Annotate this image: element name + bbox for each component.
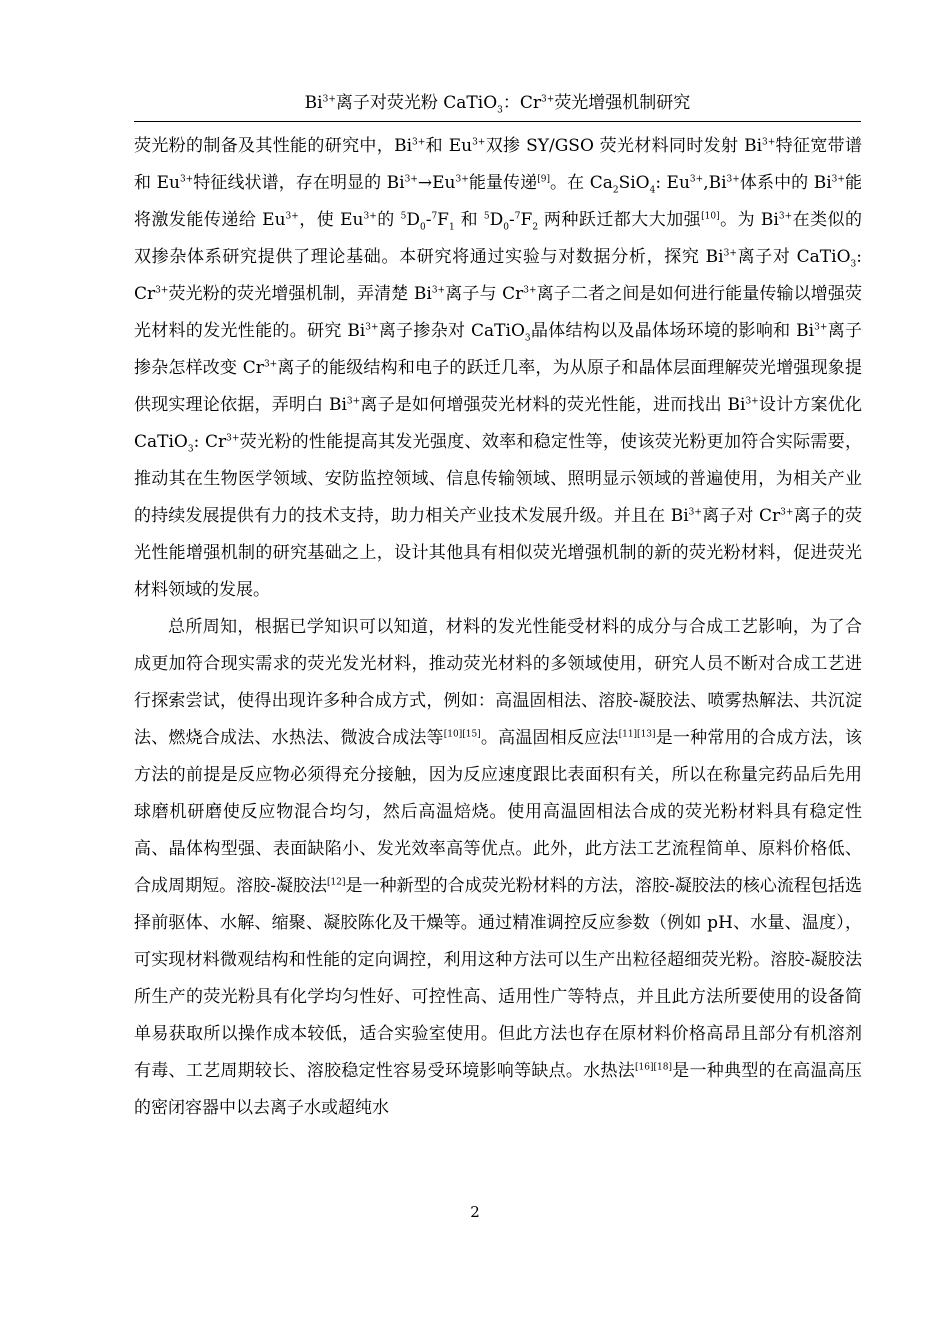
text-run: - bbox=[425, 210, 432, 230]
text-run: : Cr bbox=[193, 432, 227, 452]
text-run: 能将激发能传递给 Eu bbox=[134, 173, 863, 230]
text-run: 特征线状谱，存在明显的 Bi bbox=[193, 173, 405, 193]
subscript: 3 bbox=[524, 333, 531, 344]
subscript: 0 bbox=[419, 222, 426, 233]
superscript: 3+ bbox=[780, 507, 794, 518]
header-text: Bi bbox=[304, 93, 323, 113]
superscript: 3+ bbox=[226, 433, 240, 444]
text-run: 是一种常用的合成方法，该方法的前提是反应物必须得充分接触，因为反应速度跟比表面积有关，所以在称量完药品后先用球磨机研磨使反应物混合均匀，然后高温焙烧。使用高温固相法合成的荧光粉材料具有稳定性高、晶体构型强、表面缺陷小、发光效率高等优点。此外，此方法工艺流程简单、原料价格低、合成周期短。溶胶-凝胶法 bbox=[134, 728, 863, 896]
superscript: 3+ bbox=[831, 174, 845, 185]
text-run: 体系中的 Bi bbox=[739, 173, 832, 193]
text-run: 两种跃迁都大大加强 bbox=[538, 210, 702, 230]
text-run: 离子对 Cr bbox=[701, 506, 781, 526]
superscript: 3+ bbox=[363, 211, 377, 222]
superscript: 3+ bbox=[723, 248, 737, 259]
header-subscript: 3 bbox=[497, 105, 503, 116]
text-run: 的 bbox=[376, 210, 401, 230]
superscript: 3+ bbox=[472, 137, 486, 148]
text-run: 荧光粉的性能提高其发光强度、效率和稳定性等，使该荧光粉更加符合实际需要，推动其在生物医学领域、安防监控领域、信息传输领域、照明显示领域的普遍使用，为相关产业的持续发展提供有力的技术支持，助力相关产业技术发展升级。并且在 Bi bbox=[134, 432, 863, 526]
text-run: 总所周知，根据已学知识可以知道，材料的发光性能受材料的成分与合成工艺影响，为了合成更加符合现实需求的荧光发光材料，推动荧光材料的多领域使用，研究人员不断对合成工艺进行探索尝试，使得出现许多种合成方式，例如：高温固相法、溶胶-凝胶法、喷雾热解法、共沉淀法、燃烧合成法、水热法、微波合成法等 bbox=[134, 617, 862, 748]
text-run: F bbox=[520, 210, 533, 230]
text-run: 离子与 Cr bbox=[445, 284, 524, 304]
superscript: 3+ bbox=[745, 396, 759, 407]
superscript: 3+ bbox=[346, 396, 361, 407]
paragraph-1 bbox=[134, 128, 862, 609]
citation: [10][15] bbox=[443, 729, 481, 740]
subscript: 3 bbox=[850, 259, 857, 270]
superscript: 3+ bbox=[365, 322, 379, 333]
superscript: 3+ bbox=[455, 174, 469, 185]
citation: [10] bbox=[701, 211, 720, 222]
running-header bbox=[134, 88, 861, 122]
text-run: 。为 Bi bbox=[719, 210, 779, 230]
header-superscript: 3+ bbox=[322, 94, 336, 105]
text-run: D bbox=[489, 210, 504, 230]
text-run: 特征宽带谱和 Eu bbox=[134, 136, 862, 193]
text-run: F bbox=[437, 210, 449, 230]
text-run: 和 Eu bbox=[425, 136, 473, 156]
text-run: D bbox=[406, 210, 420, 230]
superscript: 3+ bbox=[285, 211, 299, 222]
superscript: 3+ bbox=[688, 507, 702, 518]
superscript: 3+ bbox=[404, 174, 418, 185]
paragraph-2 bbox=[134, 609, 862, 1127]
text-run: 在类似的双掺杂体系研究提供了理论基础。本研究将通过实验与对数据分析，探究 Bi bbox=[134, 210, 863, 267]
header-superscript: 3+ bbox=[541, 94, 555, 105]
superscript: 3+ bbox=[263, 359, 278, 370]
text-run: - bbox=[509, 210, 515, 230]
superscript: 3+ bbox=[523, 285, 537, 296]
superscript: 3+ bbox=[778, 211, 793, 222]
subscript: 0 bbox=[503, 222, 510, 233]
text-run: 双掺 SY/GSO 荧光材料同时发射 Bi bbox=[485, 136, 763, 156]
text-run: : Eu bbox=[655, 173, 690, 193]
subscript: 2 bbox=[532, 222, 539, 233]
superscript: 3+ bbox=[726, 174, 740, 185]
header-text: 荧光增强机制研究 bbox=[554, 93, 691, 113]
text-run: →Eu bbox=[417, 173, 456, 193]
subscript: 4 bbox=[649, 185, 656, 196]
page-body bbox=[134, 128, 862, 1127]
superscript: 5 bbox=[483, 211, 490, 222]
superscript: 3+ bbox=[762, 137, 776, 148]
subscript: 3 bbox=[187, 444, 194, 455]
superscript: 3+ bbox=[412, 137, 426, 148]
subscript: 2 bbox=[612, 185, 619, 196]
text-run: 能量传递 bbox=[468, 173, 538, 193]
text-run: 晶体结构以及晶体场环境的影响和 Bi bbox=[530, 321, 815, 341]
text-run: 。高温固相反应法 bbox=[480, 728, 619, 748]
text-run: 。在 Ca bbox=[549, 173, 613, 193]
text-run: 离子对 CaTiO bbox=[736, 247, 851, 267]
subscript: 1 bbox=[448, 222, 455, 233]
text-run: 离子的荧光性能增强机制的研究基础之上，设计其他具有相似荧光增强机制的新的荧光粉材料，促进荧光材料领域的发展。 bbox=[134, 506, 862, 600]
superscript: 3+ bbox=[431, 285, 446, 296]
text-run: 是一种典型的在高温高压的密闭容器中以去离子水或超纯水 bbox=[134, 1061, 863, 1118]
text-run: 离子二者之间是如何进行能量传输以增强荧光材料的发光性能的。研究 Bi bbox=[134, 284, 862, 341]
text-run: 和 bbox=[454, 210, 484, 230]
superscript: 3+ bbox=[155, 285, 169, 296]
text-run: 设计方案优化 CaTiO bbox=[134, 395, 862, 452]
superscript: 7 bbox=[514, 211, 521, 222]
text-run: ,Bi bbox=[703, 173, 727, 193]
text-run: ，使 Eu bbox=[298, 210, 364, 230]
text-run: : Cr bbox=[134, 247, 862, 304]
text-run: 荧光粉的制备及其性能的研究中，Bi bbox=[134, 136, 413, 156]
text-run: 离子掺杂对 CaTiO bbox=[378, 321, 525, 341]
citation: [16][18] bbox=[635, 1062, 672, 1073]
page-number: 2 bbox=[470, 1203, 480, 1221]
header-text: 离子对荧光粉 CaTiO bbox=[335, 93, 498, 113]
citation: [9] bbox=[537, 174, 550, 185]
superscript: 3+ bbox=[814, 322, 828, 333]
text-run: 是一种新型的合成荧光粉材料的方法，溶胶-凝胶法的核心流程包括选择前驱体、水解、缩聚、凝胶陈化及干燥等。通过精准调控反应参数（例如 pH、水量、温度），可实现材料微观结构和性能的定向调控，利用这种方法可以生产出粒径超细荧光粉。溶胶-凝胶法所生产的荧光粉具有化学均匀性好、可控性高、适用性广等特点，并且此方法所要使用的设备简单易获取所以操作成本较低，适合实验室使用。但此方法也存在原材料价格高昂且部分有机溶剂有毒、工艺周期较长、溶胶稳定性容易受环境影响等缺点。水热法 bbox=[134, 876, 862, 1081]
text-run: 离子是如何增强荧光材料的荧光性能，进而找出 Bi bbox=[360, 395, 746, 415]
header-text: ：Cr bbox=[502, 93, 542, 113]
superscript: 5 bbox=[400, 211, 407, 222]
superscript: 3+ bbox=[179, 174, 194, 185]
text-run: 离子的能级结构和电子的跃迁几率，为从原子和晶体层面理解荧光增强现象提供现实理论依据，弄明白 Bi bbox=[134, 358, 862, 415]
superscript: 3+ bbox=[689, 174, 704, 185]
superscript: 7 bbox=[431, 211, 438, 222]
text-run: 荧光粉的荧光增强机制，弄清楚 Bi bbox=[168, 284, 432, 304]
text-run: SiO bbox=[618, 173, 650, 193]
citation: [12] bbox=[327, 877, 346, 888]
citation: [11][13] bbox=[618, 729, 656, 740]
text-run: 离子掺杂怎样改变 Cr bbox=[134, 321, 862, 378]
